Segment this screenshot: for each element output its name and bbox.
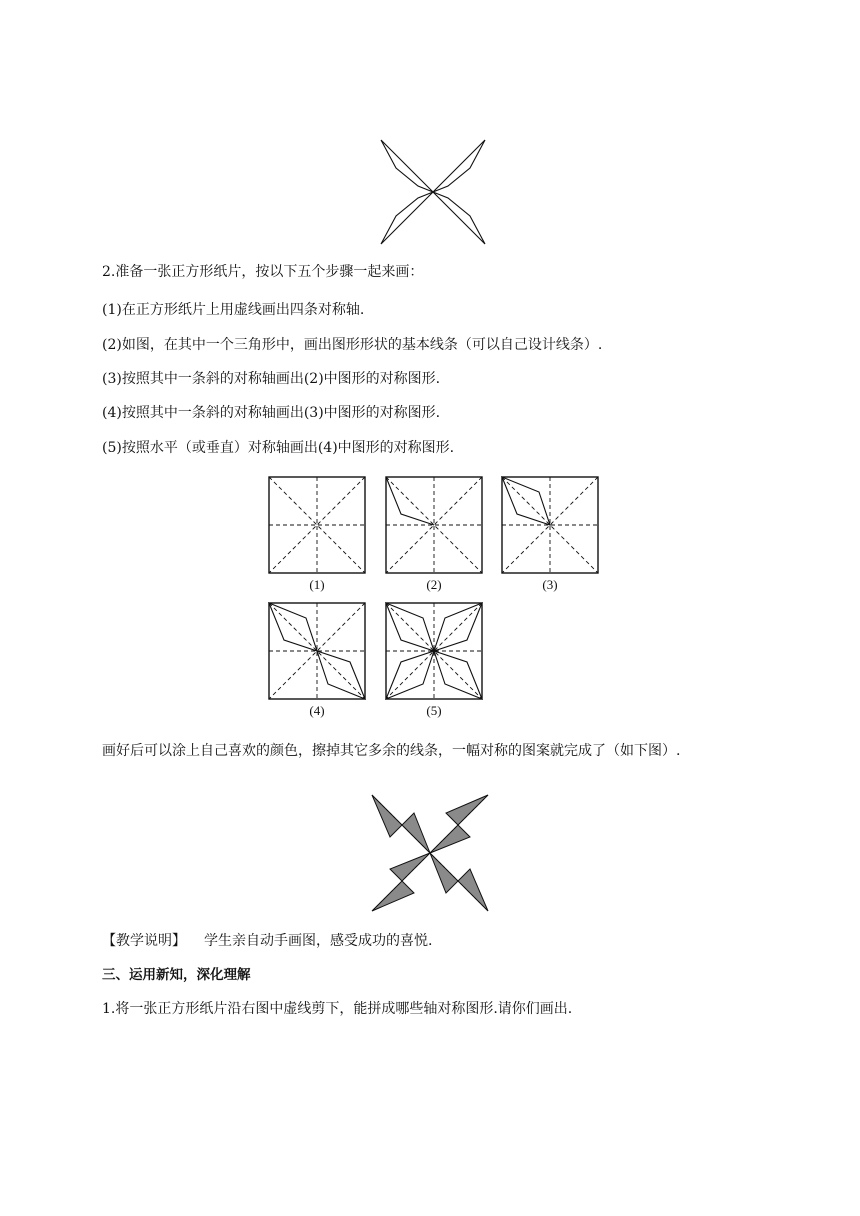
teaching-note-label: 【教学说明】	[102, 933, 186, 949]
figure-caption-5: (5)	[426, 703, 442, 718]
step-1-text: (1)在正方形纸片上用虚线画出四条对称轴.	[102, 302, 365, 318]
petal-top-right	[433, 140, 485, 192]
step-figure-4	[268, 602, 366, 700]
petal-bottom-right	[433, 192, 485, 244]
step-4-text: (4)按照其中一条斜的对称轴画出(3)中图形的对称图形.	[102, 405, 441, 421]
step-5-text: (5)按照水平（或垂直）对称轴画出(4)中图形的对称图形.	[102, 440, 455, 456]
petal-bottom-left	[381, 192, 433, 244]
step-3-text: (3)按照其中一条斜的对称轴画出(2)中图形的对称图形.	[102, 371, 441, 387]
step-figure-5	[385, 602, 483, 700]
figure-caption-3: (3)	[542, 577, 558, 592]
section3-heading: 三、运用新知，深化理解	[102, 967, 251, 983]
teaching-note-text: 学生亲自动手画图，感受成功的喜悦.	[204, 933, 433, 949]
step-figure-1	[268, 476, 366, 574]
teaching-note	[102, 932, 432, 950]
figure-caption-1: (1)	[309, 577, 325, 592]
after-figure-text: 画好后可以涂上自己喜欢的颜色，擦掉其它多余的线条，一幅对称的图案就完成了（如下图）.	[102, 743, 681, 759]
section3-item1: 1.将一张正方形纸片沿右图中虚线剪下，能拼成哪些轴对称图形.请你们画出.	[102, 1001, 573, 1017]
figure-caption-2: (2)	[426, 577, 442, 592]
figure-caption-4: (4)	[309, 703, 325, 718]
step-2-text: (2)如图，在其中一个三角形中，画出图形形状的基本线条（可以自己设计线条）.	[102, 337, 603, 353]
petal-top-left	[381, 140, 433, 192]
step-figure-3	[501, 476, 599, 574]
section2-intro: 2.准备一张正方形纸片，按以下五个步骤一起来画：	[102, 264, 424, 280]
step-figure-2	[385, 476, 483, 574]
top-outline-pattern	[378, 138, 488, 246]
filled-pattern	[370, 793, 490, 913]
